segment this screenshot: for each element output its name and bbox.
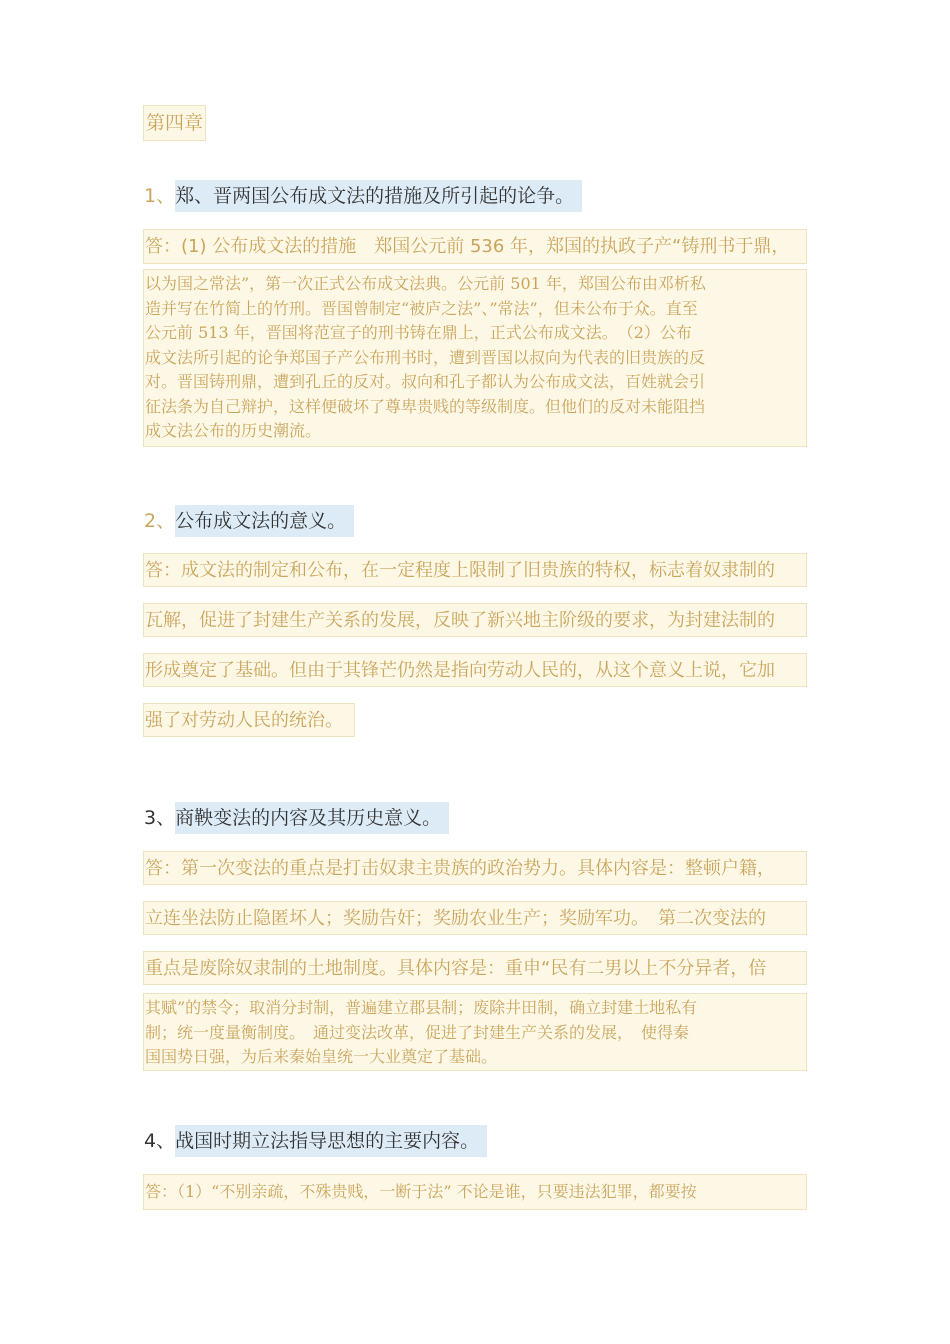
answer-line: 造并写在竹简上的竹刑。晋国曾制定“被庐之法”、”常法”，但未公布于众。直至 xyxy=(145,298,698,318)
answer-line: 公元前 513 年，晋国将范宣子的刑书铸在鼎上，正式公布成文法。 （2）公布 xyxy=(145,323,692,342)
question-number: 2、 xyxy=(144,510,176,532)
answer-line: 强了对劳动人民的统治。 xyxy=(143,703,355,737)
answer-line: 制；统一度量衡制度。 通过变法改革，促进了封建生产关系的发展， 使得秦 xyxy=(145,1022,690,1042)
answer-paragraph xyxy=(143,993,807,1071)
answer-line: 成文法公布的历史潮流。 xyxy=(145,421,322,440)
answer-line: 成文法所引起的论争郑国子产公布刑书时，遭到晋国以叔向为代表的旧贵族的反 xyxy=(145,347,706,367)
question-4 xyxy=(143,1125,487,1157)
answer-line: 形成奠定了基础。但由于其锋芒仍然是指向劳动人民的，从这个意义上说，它加 xyxy=(143,653,807,687)
question-title: 郑、晋两国公布成文法的措施及所引起的论争。 xyxy=(175,180,582,212)
question-3 xyxy=(143,802,449,834)
chapter-heading: 第四章 xyxy=(143,105,206,141)
answer-line: 立连坐法防止隐匿坏人；奖励告奸；奖励农业生产；奖励军功。 第二次变法的 xyxy=(143,901,807,935)
question-2 xyxy=(143,505,354,537)
question-number: 3、 xyxy=(144,807,176,829)
answer-line: 以为国之常法”，第一次正式公布成文法典。公元前 501 年，郑国公布由邓析私 xyxy=(145,274,706,293)
answer-line: 答：（1）“不别亲疏，不殊贵贱，一断于法” 不论是谁，只要违法犯罪，都要按 xyxy=(143,1174,807,1210)
answer-line: 瓦解，促进了封建生产关系的发展，反映了新兴地主阶级的要求，为封建法制的 xyxy=(143,603,807,637)
question-title: 公布成文法的意义。 xyxy=(175,505,354,537)
answer-line: 国国势日强，为后来秦始皇统一大业奠定了基础。 xyxy=(145,1047,498,1066)
answer-paragraph xyxy=(143,269,807,447)
question-number: 4、 xyxy=(144,1130,176,1152)
answer-line: 答：成文法的制定和公布，在一定程度上限制了旧贵族的特权，标志着奴隶制的 xyxy=(143,553,807,587)
question-1 xyxy=(143,180,582,212)
question-title: 商鞅变法的内容及其历史意义。 xyxy=(175,802,449,834)
answer-line: 对。晋国铸刑鼎，遭到孔丘的反对。叔向和孔子都认为公布成文法，百姓就会引 xyxy=(145,372,706,391)
question-number: 1、 xyxy=(144,185,176,207)
answer-line: 答：第一次变法的重点是打击奴隶主贵族的政治势力。具体内容是：整顿户籍， xyxy=(143,851,807,885)
answer-line: 重点是废除奴隶制的土地制度。具体内容是：重申“民有二男以上不分异者，倍 xyxy=(143,951,807,985)
answer-line: 答：(1) 公布成文法的措施 郑国公元前 536 年，郑国的执政子产“铸刑书于鼎， xyxy=(143,229,807,264)
answer-line: 征法条为自己辩护，这样便破坏了尊卑贵贱的等级制度。但他们的反对未能阻挡 xyxy=(145,396,706,416)
question-title: 战国时期立法指导思想的主要内容。 xyxy=(175,1125,487,1157)
answer-line: 其赋”的禁令；取消分封制，普遍建立郡县制；废除井田制，确立封建土地私有 xyxy=(145,998,698,1017)
